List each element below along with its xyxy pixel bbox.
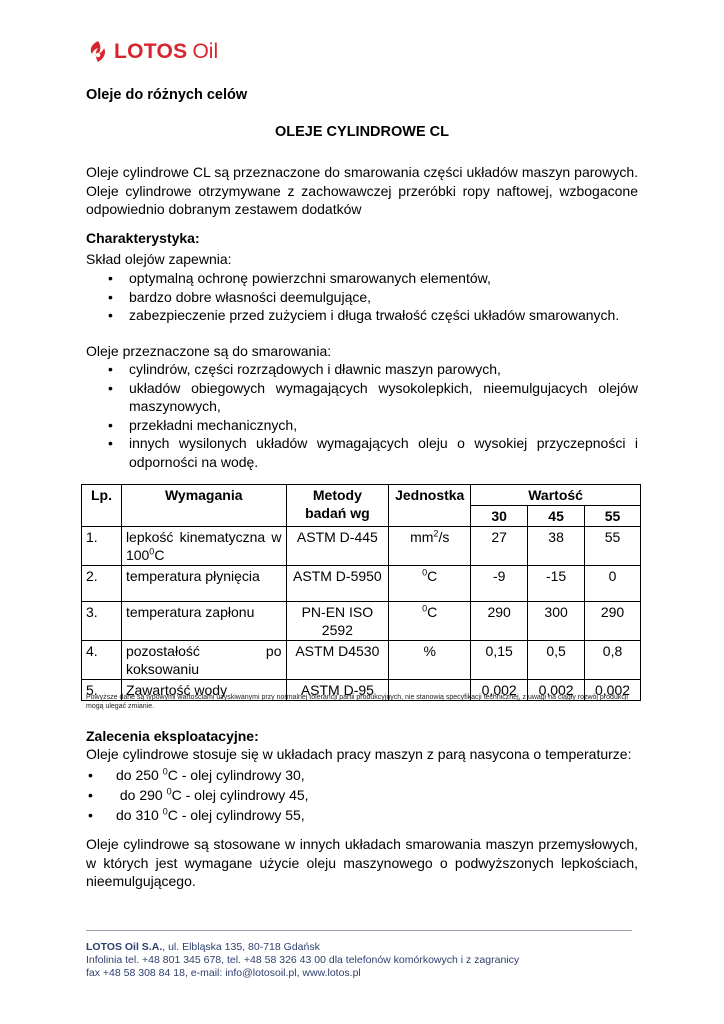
intro-paragraph: Oleje cylindrowe CL są przeznaczone do smarowania części układów maszyn parowych. Oleje cylindrowe otrzymywane z zachowawczej przeróbki ropy naftowej, wzbogacone odpowiednio dobranym zestawem dodatków xyxy=(86,164,638,217)
cell-method: ASTM D-95 xyxy=(286,680,389,701)
list-item: • cylindrów, części rozrządowych i dławnic maszyn parowych, xyxy=(86,360,638,379)
grade-30: 30 xyxy=(471,506,528,527)
table-row xyxy=(82,566,641,602)
cell-requirement: temperatura płynięcia xyxy=(121,566,286,602)
cell-value: 0,002 xyxy=(585,680,641,701)
cell-requirement: temperatura zapłonu xyxy=(121,602,286,641)
cell-unit: % xyxy=(389,641,471,680)
cell-method: ASTM D-5950 xyxy=(286,566,389,602)
logo-suffix: Oil xyxy=(192,40,219,63)
cell-lp: 1. xyxy=(82,527,122,566)
footer xyxy=(86,941,519,980)
cell-lp: 4. xyxy=(82,641,122,680)
header-methods: Metody badań wg xyxy=(286,485,389,527)
cell-requirement: lepkość kinematyczna w $100^0C$ xyxy=(121,527,286,566)
cell-value: 0,8 xyxy=(585,641,641,680)
cell-value: 290 xyxy=(585,602,641,641)
cell-value: 38 xyxy=(528,527,585,566)
disclaimer-note: Powyższe dane są typowymi wartościami uzyskiwanymi przy normalnej tolerancji partii produkcyjnych, nie stanowią specyfikacji technicznej, z uwagi na ciągły rozwój produkcji mogą ulegać zmianie. xyxy=(86,694,628,710)
characteristics-lead: Skład olejów zapewnia: xyxy=(86,251,232,267)
cell-value: -15 xyxy=(528,566,585,602)
cell-lp: 3. xyxy=(82,602,122,641)
recommendations-lead: Oleje cylindrowe stosuje się w układach pracy maszyn z parą nasycona o temperaturze: xyxy=(86,746,632,762)
footer-line-2: Infolinia tel. +48 801 345 678, tel. +48 58 326 43 00 dla telefonów komórkowych i z zagranicy xyxy=(86,954,520,966)
cell-lp: 5. xyxy=(82,680,122,701)
header-unit: Jednostka xyxy=(389,485,471,527)
cell-lp: 2. xyxy=(82,566,122,602)
cell-unit: $^0$C xyxy=(389,566,471,602)
table-row xyxy=(82,602,641,641)
cell-value: 0,002 xyxy=(471,680,528,701)
cell-value: -9 xyxy=(471,566,528,602)
cell-method: ASTM D4530 xyxy=(286,641,389,680)
list-item: • bardzo dobre własności deemulgujące, xyxy=(86,288,638,307)
cell-value: 290 xyxy=(471,602,528,641)
list-item: • zabezpieczenie przed zużyciem i długa trwałość części układów smarowanych. xyxy=(86,306,638,325)
footer-divider xyxy=(86,930,632,931)
header-lp: Lp. xyxy=(82,485,122,527)
grade-45: 45 xyxy=(528,506,585,527)
table-row xyxy=(82,527,641,566)
usage-lead: Oleje przeznaczone są do smarowania: xyxy=(86,343,332,359)
cell-requirement: pozostałość po koksowaniu xyxy=(121,641,286,680)
recommendations-heading: Zalecenia eksploatacyjne: xyxy=(86,728,259,744)
cell-value: 0,15 xyxy=(471,641,528,680)
list-item: • do 290 $^0$C - olej cylindrowy 45, xyxy=(86,785,638,805)
list-item: • innych wysilonych układów wymagających oleju o wysokiej przyczepności i odporności na wodę. xyxy=(86,434,638,471)
recommendations-list xyxy=(86,765,638,825)
list-item: • optymalną ochronę powierzchni smarowanych elementów, xyxy=(86,269,638,288)
cell-value: 0 xyxy=(585,566,641,602)
cell-method: PN-EN ISO 2592 xyxy=(286,602,389,641)
header-value: Wartość xyxy=(471,485,641,506)
closing-paragraph: Oleje cylindrowe są stosowane w innych układach smarowania maszyn przemysłowych, w których jest wymagane użycie oleju maszynowego o podwyższonych lepkościach, nieemulgującego. xyxy=(86,836,638,889)
footer-line-1: LOTOS Oil S.A., ul. Elbląska 135, 80-718 Gdańsk xyxy=(86,941,320,953)
lotos-flame-icon xyxy=(86,40,110,64)
cell-value: 300 xyxy=(528,602,585,641)
document-title: OLEJE CYLINDROWE CL xyxy=(274,124,449,140)
logo-brand: LOTOS xyxy=(114,40,188,63)
lotos-oil-logo xyxy=(86,38,218,66)
characteristics-heading: Charakterystyka: xyxy=(86,230,200,246)
table-row xyxy=(82,641,641,680)
cell-value: 55 xyxy=(585,527,641,566)
table-header-row xyxy=(82,485,641,506)
usage-list xyxy=(86,360,638,471)
characteristics-list xyxy=(86,269,638,325)
cell-value: 27 xyxy=(471,527,528,566)
list-item: • przekładni mechanicznych, xyxy=(86,416,638,435)
grade-55: 55 xyxy=(585,506,641,527)
header-requirements: Wymagania xyxy=(121,485,286,527)
list-item: • do 310 $^0$C - olej cylindrowy 55, xyxy=(86,805,638,825)
section-title: Oleje do różnych celów xyxy=(86,87,248,103)
list-item: • układów obiegowych wymagających wysokolepkich, nieemulgujacych olejów maszynowych, xyxy=(86,379,638,416)
footer-line-3: fax +48 58 308 84 18, e-mail: info@lotosoil.pl, www.lotos.pl xyxy=(86,967,361,979)
spec-table xyxy=(81,484,641,701)
cell-method: ASTM D-445 xyxy=(286,527,389,566)
cell-unit: $^0$C xyxy=(389,602,471,641)
cell-value: 0,5 xyxy=(528,641,585,680)
cell-unit: $mm^2/s$ xyxy=(389,527,471,566)
cell-requirement: Zawartość wody xyxy=(121,680,286,701)
list-item: • do 250 $^0$C - olej cylindrowy 30, xyxy=(86,765,638,785)
cell-value: 0,002 xyxy=(528,680,585,701)
